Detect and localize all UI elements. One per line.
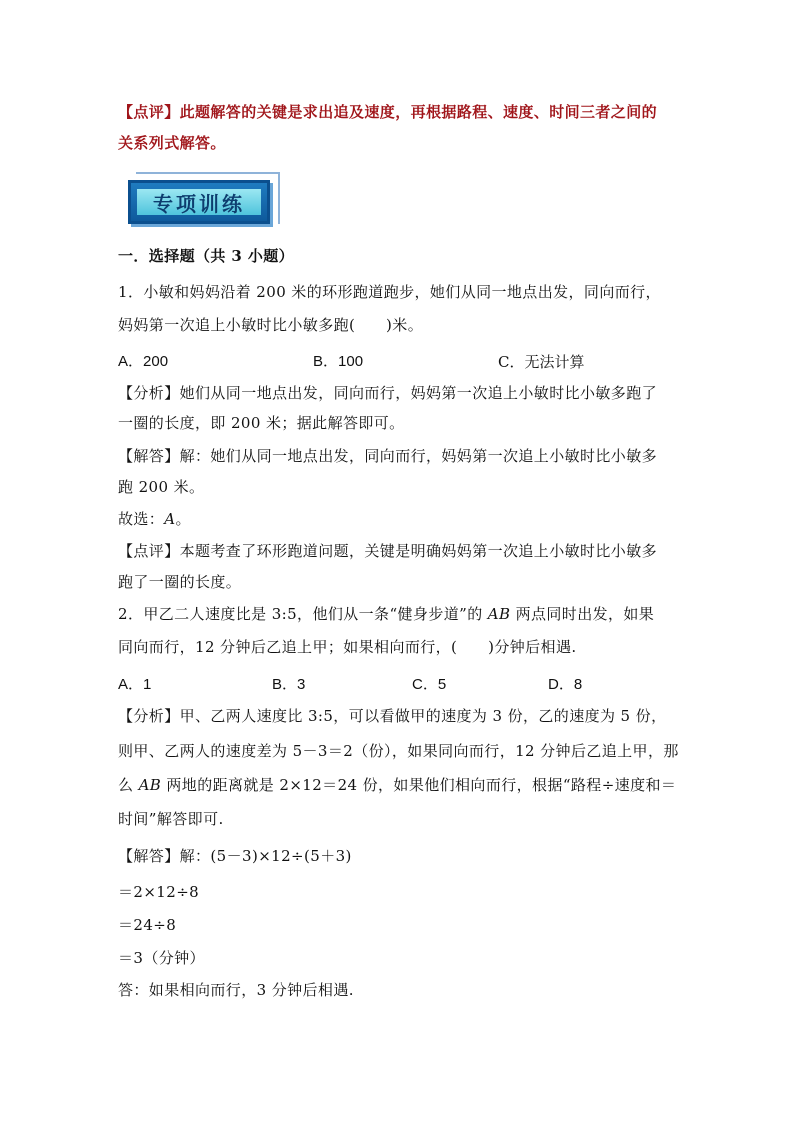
q2-analysis-line-2: 则甲、乙两人的速度差为 5－3＝2（份），如果同向而行，12 分钟后乙追上甲，那 [118, 742, 679, 760]
q2-option-d: D．8 [548, 676, 583, 693]
q1-stem-line-2: 妈妈第一次追上小敏时比小敏多跑( )米。 [118, 316, 424, 334]
q2-analysis-text-b: 两地的距离就是 2×12＝24 份，如果他们相向而行，根据“路程÷速度和＝ [161, 776, 677, 794]
q1-choice-prefix: 故选： [118, 510, 165, 528]
q2-analysis-line-3 [118, 775, 676, 795]
q2-stem-line-2: 同向而行，12 分钟后乙追上甲；如果相向而行，( )分钟后相遇. [118, 638, 577, 656]
q1-review-line-2: 跑了一圈的长度。 [118, 573, 242, 591]
q1-choice-letter: A [164, 510, 176, 528]
q2-stem-ab: AB [487, 605, 511, 623]
q2-answer-line-1: 【解答】解：(5－3)×12÷(5＋3) [118, 847, 352, 865]
banner-title: 专项训练 [153, 191, 245, 216]
q2-stem-text-b: 两点同时出发，如果 [510, 605, 655, 623]
section-banner [124, 170, 280, 230]
q1-answer-line-1: 【解答】解：她们从同一地点出发，同向而行，妈妈第一次追上小敏时比小敏多 [118, 447, 658, 465]
q1-choice [118, 509, 191, 529]
q1-answer-line-2: 跑 200 米。 [118, 478, 205, 496]
q2-stem-line-1 [118, 604, 654, 624]
q2-option-a: A．1 [118, 676, 152, 693]
q2-analysis-line-1: 【分析】甲、乙两人速度比 3:5，可以看做甲的速度为 3 份，乙的速度为 5 份， [118, 707, 667, 725]
q2-stem-text-a: 2．甲乙二人速度比是 3:5，他们从一条“健身步道”的 [118, 605, 488, 623]
q1-review-line-1: 【点评】本题考查了环形跑道问题，关键是明确妈妈第一次追上小敏时比小敏多 [118, 542, 658, 560]
q1-option-b: B．100 [313, 353, 364, 370]
q2-step-2: ＝24÷8 [118, 916, 177, 934]
q1-option-c: C．无法计算 [498, 353, 585, 371]
section-heading: 一．选择题（共 3 小题） [118, 247, 295, 265]
banner-box [128, 180, 270, 224]
review-text-line-1: 【点评】此题解答的关键是求出追及速度，再根据路程、速度、时间三者之间的 [118, 103, 658, 121]
q2-conclusion: 答：如果相向而行，3 分钟后相遇. [118, 981, 354, 999]
q2-analysis-text-a: 么 [118, 776, 139, 794]
q2-option-c: C．5 [412, 676, 447, 693]
q1-analysis-line-2: 一圈的长度，即 200 米；据此解答即可。 [118, 414, 405, 432]
q1-stem-line-1: 1．小敏和妈妈沿着 200 米的环形跑道跑步，她们从同一地点出发，同向而行， [118, 283, 661, 301]
q2-analysis-ab: AB [138, 776, 162, 794]
review-text-line-2: 关系列式解答。 [118, 134, 226, 152]
banner-inner [137, 189, 261, 215]
q1-choice-suffix: 。 [175, 510, 191, 528]
q2-step-1: ＝2×12÷8 [118, 883, 200, 901]
q2-option-b: B．3 [272, 676, 306, 693]
q1-option-a: A．200 [118, 353, 169, 370]
q2-step-3: ＝3（分钟） [118, 949, 205, 967]
q2-analysis-line-4: 时间”解答即可. [118, 810, 224, 828]
q1-analysis-line-1: 【分析】她们从同一地点出发，同向而行，妈妈第一次追上小敏时比小敏多跑了 [118, 384, 658, 402]
